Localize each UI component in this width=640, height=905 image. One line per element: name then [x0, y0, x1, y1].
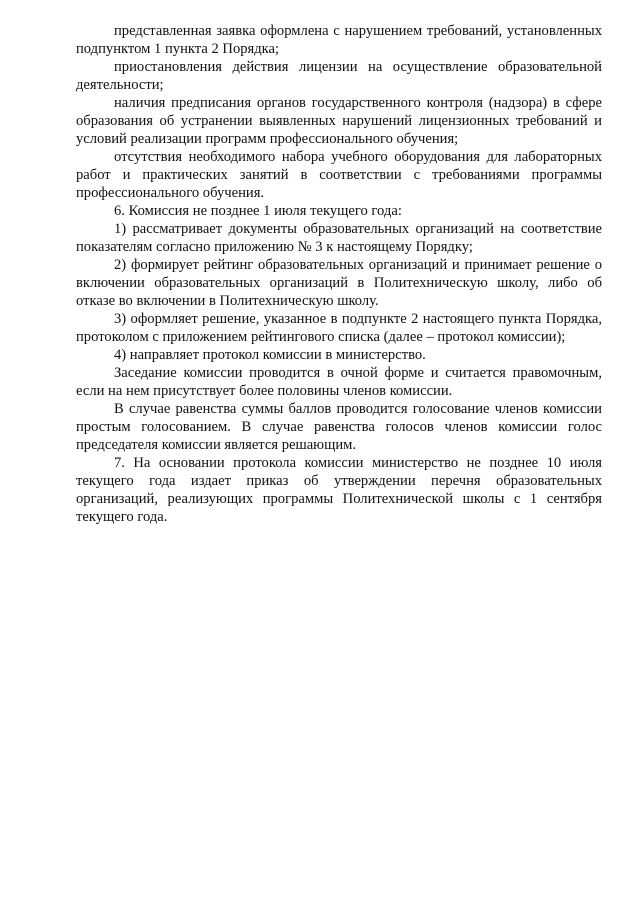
paragraph-voting-rules: В случае равенства суммы баллов проводится голосование членов комиссии простым голосованием. В случае равенства голосов членов комиссии голос председателя комиссии является решающим. [76, 401, 602, 453]
document-body [76, 22, 602, 526]
paragraph-license-suspension: приостановления действия лицензии на осуществление образовательной деятельности; [76, 59, 602, 93]
paragraph-item-6-4: 4) направляет протокол комиссии в министерство. [114, 347, 426, 363]
paragraph-item-6-3: 3) оформляет решение, указанное в подпункте 2 настоящего пункта Порядка, протоколом с приложением рейтингового списка (далее – протокол комиссии); [76, 311, 602, 345]
paragraph-item-6-heading: 6. Комиссия не позднее 1 июля текущего года: [114, 203, 402, 219]
paragraph-item-6-1: 1) рассматривает документы образовательных организаций на соответствие показателям согласно приложению № 3 к настоящему Порядку; [76, 221, 602, 255]
paragraph-application-violation: представленная заявка оформлена с нарушением требований, установленных подпунктом 1 пункта 2 Порядка; [76, 23, 602, 57]
paragraph-missing-equipment: отсутствия необходимого набора учебного оборудования для лабораторных работ и практических занятий в соответствии с требованиями программы профессионального обучения. [76, 149, 602, 201]
paragraph-supervision-order: наличия предписания органов государственного контроля (надзора) в сфере образования об устранении выявленных нарушений лицензионных требований и условий реализации программ профессионального обучения; [76, 95, 602, 147]
paragraph-meeting-quorum: Заседание комиссии проводится в очной форме и считается правомочным, если на нем присутствует более половины членов комиссии. [76, 365, 602, 399]
paragraph-item-6-2: 2) формирует рейтинг образовательных организаций и принимает решение о включении образовательных организаций в Политехническую школу, либо об отказе во включении в Политехническую школу. [76, 257, 602, 309]
paragraph-item-7: 7. На основании протокола комиссии министерство не позднее 10 июля текущего года издает приказ об утверждении перечня образовательных организаций, реализующих программы Политехнической школы с 1 сентября текущего года. [76, 455, 602, 525]
